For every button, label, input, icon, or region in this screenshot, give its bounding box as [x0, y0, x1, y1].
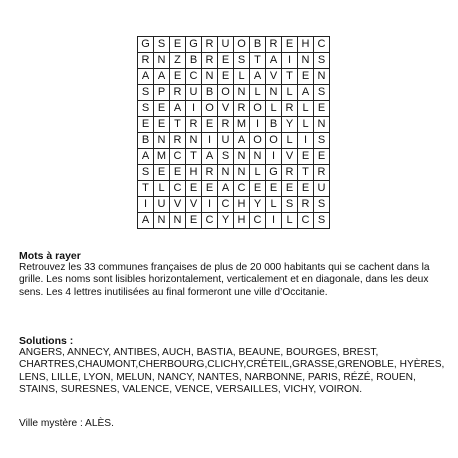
grid-cell[interactable]: L	[154, 181, 170, 197]
grid-cell[interactable]: N	[314, 69, 330, 85]
grid-cell[interactable]: V	[282, 149, 298, 165]
grid-cell[interactable]: T	[282, 69, 298, 85]
grid-cell[interactable]: N	[154, 213, 170, 229]
grid-cell[interactable]: Y	[282, 117, 298, 133]
grid-cell[interactable]: G	[266, 165, 282, 181]
grid-cell[interactable]: Y	[218, 213, 234, 229]
grid-row	[138, 101, 330, 117]
grid-cell[interactable]: C	[250, 213, 266, 229]
grid-cell[interactable]: U	[314, 181, 330, 197]
instructions-title: Mots à rayer	[19, 250, 81, 262]
grid-cell[interactable]: R	[282, 101, 298, 117]
grid-cell[interactable]: E	[314, 149, 330, 165]
grid-cell[interactable]: A	[266, 53, 282, 69]
grid-cell[interactable]: O	[202, 101, 218, 117]
grid-cell[interactable]: A	[218, 181, 234, 197]
grid-cell[interactable]: N	[234, 149, 250, 165]
grid-cell[interactable]: L	[266, 101, 282, 117]
grid-cell[interactable]: L	[298, 101, 314, 117]
grid-cell[interactable]: N	[202, 69, 218, 85]
grid-cell[interactable]: S	[218, 149, 234, 165]
grid-row	[138, 53, 330, 69]
grid-cell[interactable]: I	[138, 197, 154, 213]
grid-cell[interactable]: S	[314, 133, 330, 149]
grid-cell[interactable]: S	[314, 197, 330, 213]
grid-cell[interactable]: A	[154, 69, 170, 85]
grid-cell[interactable]: C	[298, 213, 314, 229]
grid-cell[interactable]: N	[186, 133, 202, 149]
grid-cell[interactable]: C	[170, 149, 186, 165]
grid-row	[138, 85, 330, 101]
grid-cell[interactable]: E	[282, 181, 298, 197]
grid-row	[138, 197, 330, 213]
grid-cell[interactable]: S	[138, 85, 154, 101]
mystery-city: Ville mystère : ALÈS.	[19, 418, 114, 429]
grid-cell[interactable]: E	[298, 149, 314, 165]
grid-cell[interactable]: R	[170, 85, 186, 101]
grid-cell[interactable]: E	[186, 213, 202, 229]
grid-cell[interactable]: O	[234, 37, 250, 53]
word-search-grid	[137, 36, 330, 229]
grid-cell[interactable]: L	[282, 133, 298, 149]
grid-cell[interactable]: G	[186, 37, 202, 53]
grid-cell[interactable]: N	[170, 213, 186, 229]
grid-cell[interactable]: C	[186, 69, 202, 85]
grid-cell[interactable]: T	[298, 165, 314, 181]
grid-cell[interactable]: C	[170, 181, 186, 197]
grid-cell[interactable]: E	[218, 53, 234, 69]
grid-cell[interactable]: E	[250, 181, 266, 197]
grid-cell[interactable]: N	[234, 85, 250, 101]
grid-cell[interactable]: S	[234, 53, 250, 69]
grid-cell[interactable]: H	[298, 37, 314, 53]
grid-cell[interactable]: E	[202, 181, 218, 197]
grid-cell[interactable]: N	[234, 165, 250, 181]
grid-cell[interactable]: A	[298, 85, 314, 101]
grid-cell[interactable]: N	[250, 149, 266, 165]
grid-cell[interactable]: I	[266, 213, 282, 229]
grid-row	[138, 149, 330, 165]
grid-row	[138, 133, 330, 149]
grid-body	[138, 37, 330, 229]
grid-cell[interactable]: U	[186, 85, 202, 101]
grid-row	[138, 37, 330, 53]
grid-cell[interactable]: E	[170, 69, 186, 85]
grid-row	[138, 165, 330, 181]
grid-cell[interactable]: V	[266, 69, 282, 85]
instructions-text: Retrouvez les 33 communes françaises de plus de 20 000 habitants qui se cachent dans la grille. Les noms sont lisibles horizontalement, verticalement et en diagonale, dans les deux sens. Les 4 lettres inutilisées au final formeront une ville d’Occitanie.	[19, 262, 430, 298]
grid-cell[interactable]: R	[234, 101, 250, 117]
grid-cell[interactable]: C	[202, 213, 218, 229]
grid-cell[interactable]: U	[154, 197, 170, 213]
grid-row	[138, 213, 330, 229]
grid-cell[interactable]: C	[218, 197, 234, 213]
grid-cell[interactable]: I	[282, 53, 298, 69]
grid-cell[interactable]: C	[314, 37, 330, 53]
grid-cell[interactable]: U	[218, 37, 234, 53]
grid-cell[interactable]: T	[186, 149, 202, 165]
grid-cell[interactable]: V	[218, 101, 234, 117]
grid-cell[interactable]: I	[186, 101, 202, 117]
grid-cell[interactable]: A	[202, 149, 218, 165]
grid-cell[interactable]: E	[170, 165, 186, 181]
grid-cell[interactable]: L	[298, 117, 314, 133]
grid-cell[interactable]: H	[234, 213, 250, 229]
grid-cell[interactable]: B	[266, 117, 282, 133]
grid-cell[interactable]: N	[154, 133, 170, 149]
grid-cell[interactable]: R	[314, 165, 330, 181]
grid-cell[interactable]: E	[314, 101, 330, 117]
grid-cell[interactable]: R	[186, 117, 202, 133]
grid-cell[interactable]: P	[154, 85, 170, 101]
grid-cell[interactable]: O	[218, 85, 234, 101]
grid-cell[interactable]: E	[154, 117, 170, 133]
grid-cell[interactable]: R	[138, 53, 154, 69]
grid-row	[138, 181, 330, 197]
grid-cell[interactable]: E	[202, 117, 218, 133]
grid-cell[interactable]: U	[218, 133, 234, 149]
grid-cell[interactable]: V	[186, 197, 202, 213]
grid-cell[interactable]: L	[250, 85, 266, 101]
grid-cell[interactable]: L	[282, 213, 298, 229]
grid-cell[interactable]: E	[266, 181, 282, 197]
grid-cell[interactable]: N	[154, 53, 170, 69]
grid-cell[interactable]: A	[250, 69, 266, 85]
grid-cell[interactable]: O	[250, 133, 266, 149]
grid-cell[interactable]: B	[138, 133, 154, 149]
grid-cell[interactable]: H	[186, 165, 202, 181]
grid-cell[interactable]: E	[298, 181, 314, 197]
grid-cell[interactable]: Z	[170, 53, 186, 69]
grid-cell[interactable]: A	[138, 213, 154, 229]
grid-cell[interactable]: T	[138, 181, 154, 197]
grid-cell[interactable]: E	[170, 37, 186, 53]
grid-cell[interactable]: S	[138, 101, 154, 117]
grid-cell[interactable]: M	[154, 149, 170, 165]
grid-cell[interactable]: B	[250, 37, 266, 53]
grid-cell[interactable]: I	[202, 133, 218, 149]
grid-row	[138, 69, 330, 85]
solutions-text: ANGERS, ANNECY, ANTIBES, AUCH, BASTIA, BEAUNE, BOURGES, BREST, CHARTRES,CHAUMONT,CHERBOURG,CLICHY,CRÉTEIL,GRASSE,GRENOBLE, HYÈRES, LENS, LILLE, LYON, MELUN, NANCY, NANTES, NARBONNE, PARIS, RÉZÉ, ROUEN, STAINS, SURESNES, VALENCE, VENCE, VERSAILLES, VICHY, VOIRON.	[19, 347, 445, 395]
grid-cell[interactable]: E	[138, 117, 154, 133]
grid-cell[interactable]: E	[154, 101, 170, 117]
grid-cell[interactable]: L	[282, 85, 298, 101]
grid-cell[interactable]: R	[218, 117, 234, 133]
grid-cell[interactable]: Y	[250, 197, 266, 213]
grid-cell[interactable]: B	[186, 53, 202, 69]
grid-cell[interactable]: L	[266, 197, 282, 213]
grid-cell[interactable]: N	[298, 53, 314, 69]
grid-cell[interactable]: E	[298, 69, 314, 85]
grid-cell[interactable]: M	[234, 117, 250, 133]
grid-cell[interactable]: L	[234, 69, 250, 85]
grid-cell[interactable]: A	[138, 149, 154, 165]
grid-cell[interactable]: R	[170, 133, 186, 149]
grid-cell[interactable]: A	[138, 69, 154, 85]
grid-cell[interactable]: T	[250, 53, 266, 69]
grid-cell[interactable]: N	[314, 117, 330, 133]
grid-cell[interactable]: S	[314, 53, 330, 69]
grid-cell[interactable]: O	[266, 133, 282, 149]
grid-cell[interactable]: O	[250, 101, 266, 117]
grid-cell[interactable]: T	[170, 117, 186, 133]
grid-cell[interactable]: C	[234, 181, 250, 197]
grid-cell[interactable]: R	[202, 165, 218, 181]
grid-cell[interactable]: I	[298, 133, 314, 149]
grid-cell[interactable]: A	[234, 133, 250, 149]
solutions-title: Solutions :	[19, 335, 74, 347]
grid-cell[interactable]: N	[218, 165, 234, 181]
grid-cell[interactable]: L	[250, 165, 266, 181]
grid-cell[interactable]: I	[202, 197, 218, 213]
grid-cell[interactable]: R	[266, 37, 282, 53]
grid-cell[interactable]: E	[282, 37, 298, 53]
grid-cell[interactable]: R	[282, 165, 298, 181]
grid-cell[interactable]: S	[282, 197, 298, 213]
grid-cell[interactable]: I	[250, 117, 266, 133]
grid-cell[interactable]: E	[154, 165, 170, 181]
grid-cell[interactable]: I	[266, 149, 282, 165]
grid-cell[interactable]: S	[314, 85, 330, 101]
grid-cell[interactable]: R	[298, 197, 314, 213]
grid-cell[interactable]: A	[170, 101, 186, 117]
grid-cell[interactable]: V	[170, 197, 186, 213]
grid-cell[interactable]: R	[202, 37, 218, 53]
grid-cell[interactable]: S	[154, 37, 170, 53]
grid-cell[interactable]: E	[186, 181, 202, 197]
grid-cell[interactable]: S	[138, 165, 154, 181]
grid-cell[interactable]: S	[314, 213, 330, 229]
grid-cell[interactable]: N	[266, 85, 282, 101]
grid-cell[interactable]: E	[218, 69, 234, 85]
grid-cell[interactable]: B	[202, 85, 218, 101]
grid-row	[138, 117, 330, 133]
grid-cell[interactable]: G	[138, 37, 154, 53]
grid-cell[interactable]: R	[202, 53, 218, 69]
grid-cell[interactable]: H	[234, 197, 250, 213]
